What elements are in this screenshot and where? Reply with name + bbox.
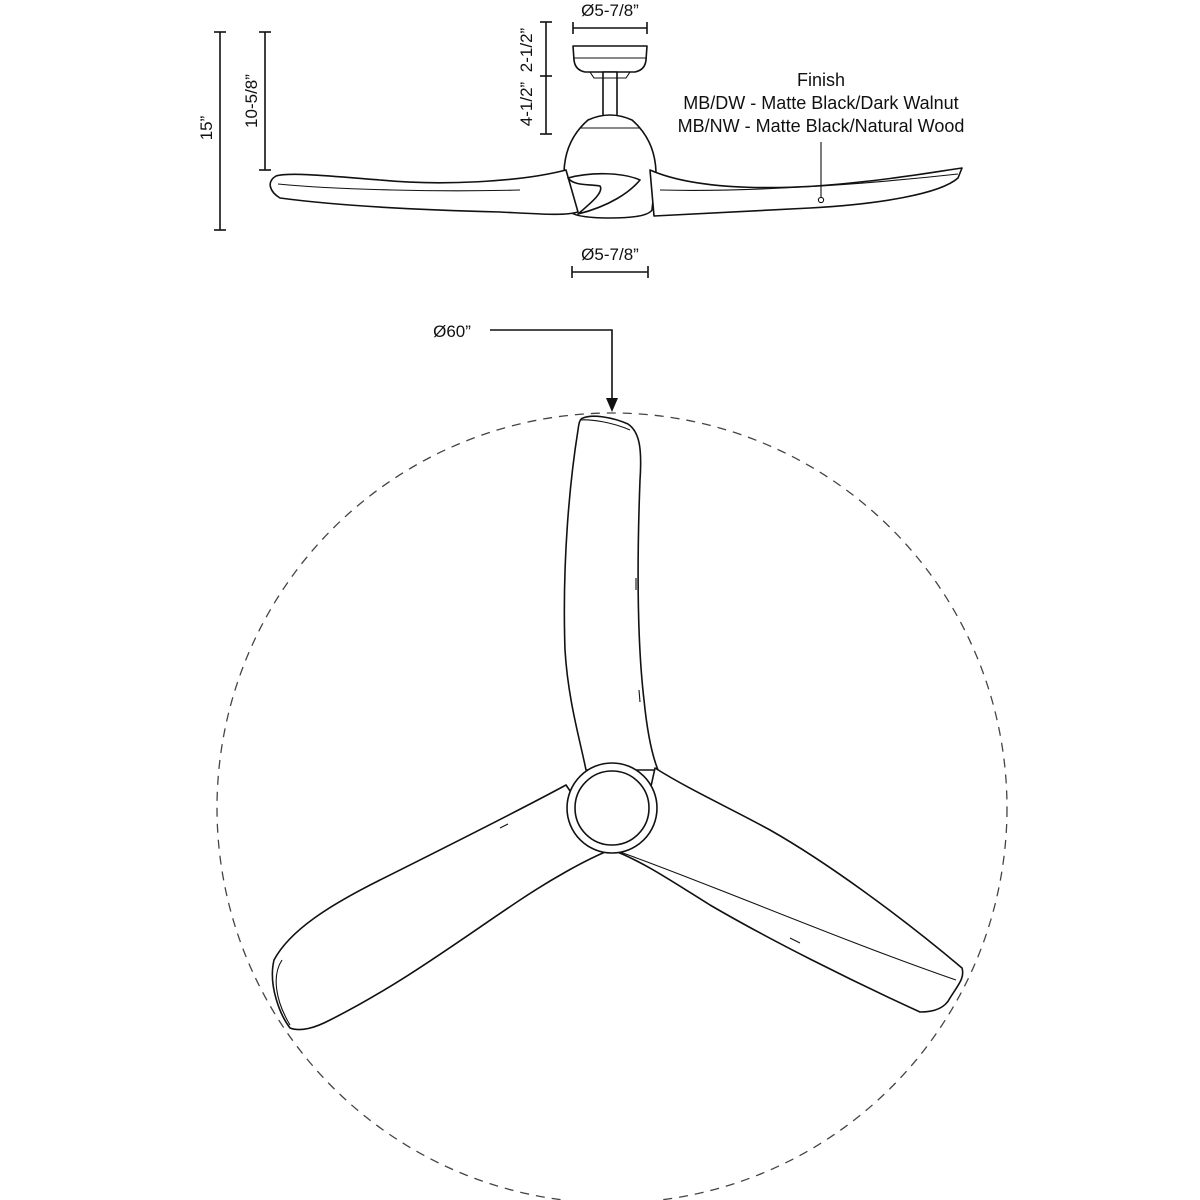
canopy-diameter-label: Ø5-7/8” — [581, 1, 639, 20]
plan-view — [217, 322, 1007, 1200]
downrod — [603, 72, 617, 116]
top-blade — [564, 416, 658, 770]
hub-inner — [575, 771, 649, 845]
left-blade — [272, 785, 610, 1030]
side-elevation — [197, 1, 964, 278]
blade-span-label: Ø60” — [433, 322, 471, 341]
finish-option-1: MB/DW - Matte Black/Dark Walnut — [683, 93, 959, 113]
left-blade-side — [270, 170, 578, 214]
motor-diameter-label: Ø5-7/8” — [581, 245, 639, 264]
finish-option-2: MB/NW - Matte Black/Natural Wood — [677, 116, 965, 136]
right-blade-side — [650, 168, 962, 216]
canopy — [573, 46, 647, 72]
finish-heading: Finish — [796, 70, 846, 90]
canopy-height-label: 2-1/2” — [517, 27, 536, 73]
height-to-blade-label: 10-5/8” — [242, 74, 261, 128]
overall-height-label: 15” — [197, 115, 216, 141]
right-blade — [612, 768, 963, 1012]
downrod-length-label: 4-1/2” — [517, 81, 536, 127]
span-arrowhead — [606, 398, 618, 412]
